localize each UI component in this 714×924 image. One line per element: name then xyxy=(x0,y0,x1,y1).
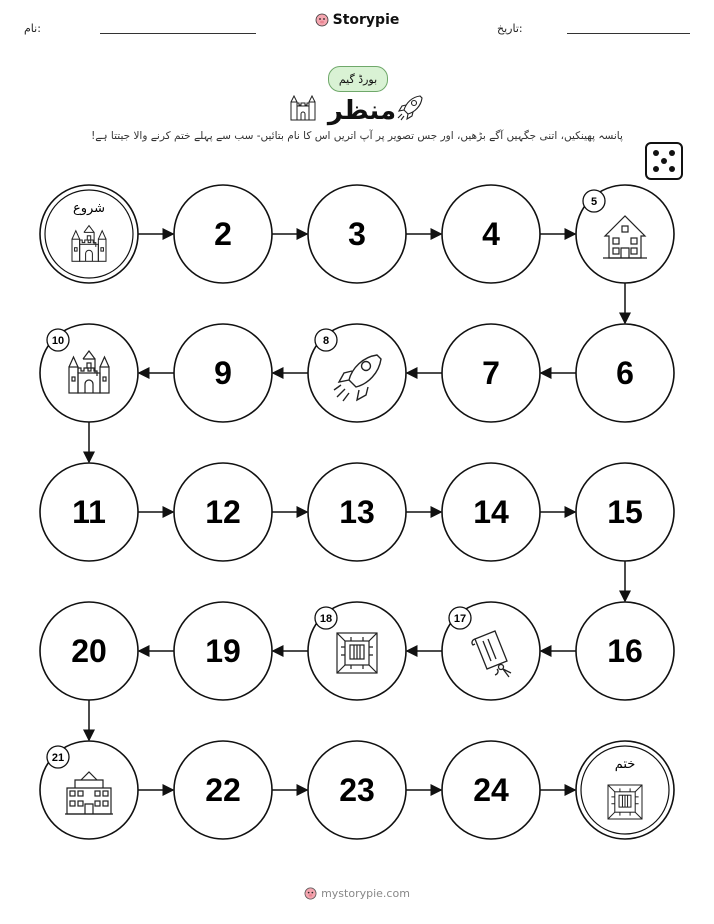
space-number: 7 xyxy=(482,355,500,391)
board-space-22 xyxy=(174,741,272,839)
space-number: 14 xyxy=(473,494,509,530)
space-number: 8 xyxy=(322,335,330,347)
board-space-18 xyxy=(308,602,406,700)
space-number: 6 xyxy=(616,355,634,391)
space-number: 5 xyxy=(590,196,598,208)
start-label: شروع xyxy=(72,201,106,216)
space-number: 15 xyxy=(607,494,643,530)
space-number: 16 xyxy=(607,633,643,669)
space-number: 2 xyxy=(214,216,232,252)
board-space-2 xyxy=(174,185,272,283)
board-space-8 xyxy=(308,324,406,422)
board-space-11 xyxy=(40,463,138,561)
board-game-badge: بورڈ گیم xyxy=(328,66,388,92)
page-title: منظر xyxy=(327,96,397,126)
space-number: 13 xyxy=(339,494,375,530)
date-label: تاریخ: xyxy=(497,22,523,35)
space-number: 11 xyxy=(72,494,106,530)
board-space-19 xyxy=(174,602,272,700)
board-space-3 xyxy=(308,185,406,283)
space-number: 20 xyxy=(71,633,107,669)
space-number: 24 xyxy=(473,772,509,808)
finish-label: ختم xyxy=(614,757,636,772)
footer xyxy=(0,887,714,903)
space-number: 19 xyxy=(205,633,241,669)
space-number: 17 xyxy=(453,613,467,625)
footer-url: mystorypie.com xyxy=(321,887,410,900)
board-space-24 xyxy=(442,741,540,839)
board-space-14 xyxy=(442,463,540,561)
board-space-5 xyxy=(576,185,674,283)
name-label: نام: xyxy=(24,22,41,35)
board-space-12 xyxy=(174,463,272,561)
space-number: 22 xyxy=(205,772,241,808)
board-space-20 xyxy=(40,602,138,700)
space-number: 4 xyxy=(482,216,500,252)
brand-name: Storypie xyxy=(332,12,400,28)
board-space-10 xyxy=(40,324,138,422)
space-number: 21 xyxy=(51,752,65,764)
space-number: 23 xyxy=(339,772,375,808)
board-space-17 xyxy=(442,602,540,700)
board-space-23 xyxy=(308,741,406,839)
instructions: پانسہ پھینکیں، اتنی جگہیں آگے بڑھیں، اور جس تصویر پر آپ اتریں اس کا نام بتائیں- سب سے پہلے ختم کرنے والا جیتتا ہے! xyxy=(91,130,623,142)
board-space-7 xyxy=(442,324,540,422)
finish-space xyxy=(576,741,674,839)
space-number: 9 xyxy=(214,355,232,391)
pig-icon xyxy=(304,887,317,900)
board-space-4 xyxy=(442,185,540,283)
space-number: 12 xyxy=(205,494,241,530)
board-space-15 xyxy=(576,463,674,561)
space-number: 18 xyxy=(319,613,333,625)
board-space-6 xyxy=(576,324,674,422)
start-space xyxy=(40,185,138,283)
board-space-9 xyxy=(174,324,272,422)
board-space-13 xyxy=(308,463,406,561)
board-space-16 xyxy=(576,602,674,700)
board-space-21 xyxy=(40,741,138,839)
space-number: 3 xyxy=(348,216,366,252)
space-number: 10 xyxy=(51,335,65,347)
